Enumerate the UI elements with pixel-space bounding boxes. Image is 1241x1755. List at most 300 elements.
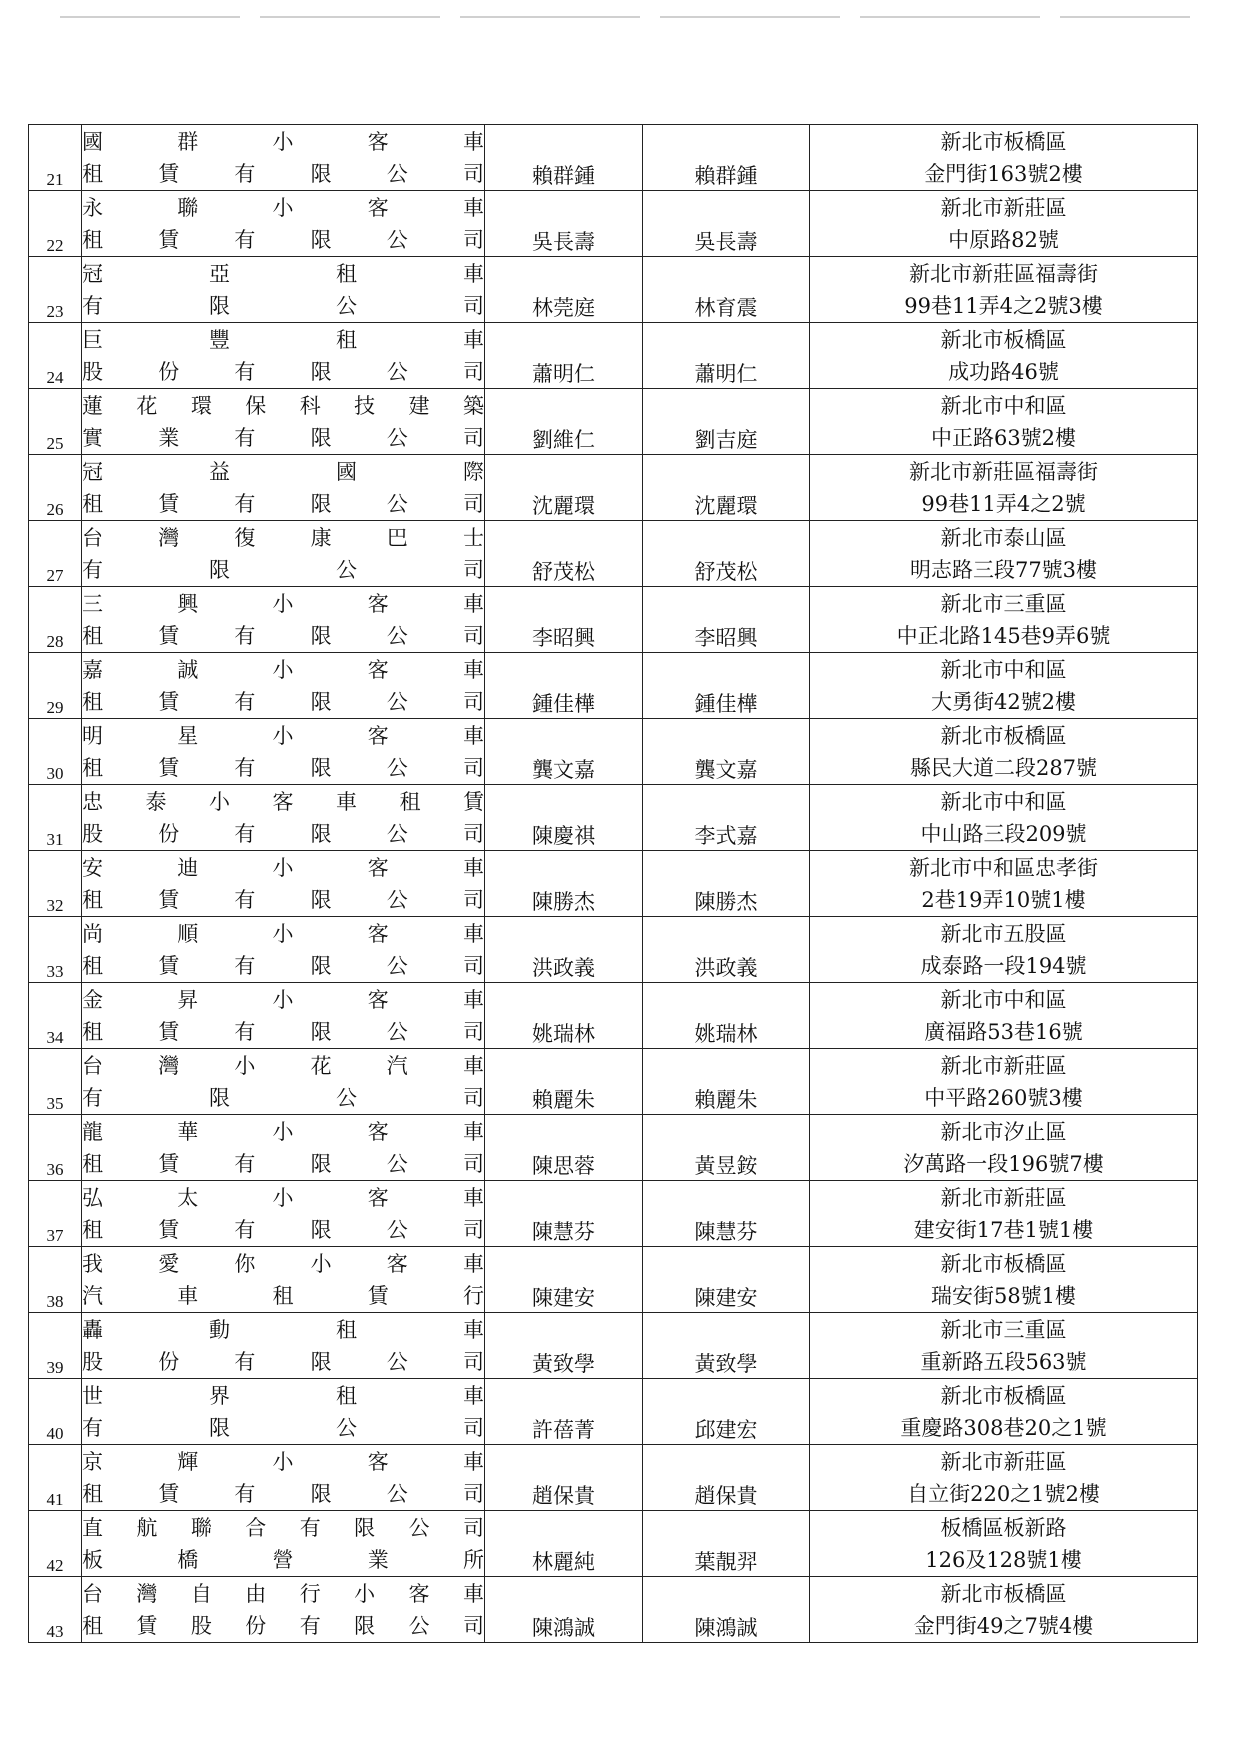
- company-name-line-2: [82, 1544, 484, 1576]
- company-name-line-1: [82, 720, 484, 752]
- address-cell: [810, 1049, 1198, 1115]
- company-name-line-1: [82, 390, 484, 422]
- row-number: 24: [29, 323, 82, 389]
- company-name-char: 限: [310, 360, 332, 384]
- company-name-char: 租: [82, 1614, 103, 1638]
- company-name-cell: [82, 191, 485, 257]
- company-name-char: 司: [462, 426, 484, 450]
- company-name-char: 限: [354, 1516, 376, 1540]
- company-name-char: 直: [82, 1516, 103, 1540]
- table-row: [29, 785, 1198, 851]
- representative-cell: 黃致學: [485, 1313, 643, 1379]
- company-name-char: 司: [462, 162, 484, 186]
- table-row: [29, 1181, 1198, 1247]
- company-name-cell: [82, 1313, 485, 1379]
- company-name-char: 小: [354, 1582, 376, 1606]
- row-number: 33: [29, 917, 82, 983]
- row-number: 43: [29, 1577, 82, 1643]
- address-cell: [810, 653, 1198, 719]
- company-name-char: 賃: [158, 1218, 180, 1242]
- scan-artifact-line: [60, 16, 1190, 18]
- address-line-1: 板橋區板新路: [940, 1516, 1067, 1540]
- address-line-2: 廣福路53巷16號: [924, 1020, 1083, 1044]
- company-name-char: 有: [234, 690, 256, 714]
- company-name-char: 客: [367, 856, 389, 880]
- address-cell: [810, 191, 1198, 257]
- representative-cell: 蕭明仁: [485, 323, 643, 389]
- address-line-1: 新北市板橋區: [940, 1582, 1067, 1606]
- company-name-char: 客: [367, 1186, 389, 1210]
- company-name-char: 汽: [82, 1284, 103, 1308]
- company-name-char: 司: [463, 558, 484, 582]
- address-line-1: 新北市中和區: [940, 790, 1067, 814]
- company-name-char: 司: [462, 228, 484, 252]
- company-name-char: 公: [408, 1614, 430, 1638]
- company-name-char: 太: [177, 1186, 199, 1210]
- manager-cell: 賴麗朱: [643, 1049, 810, 1115]
- company-name-char: 司: [462, 690, 484, 714]
- company-name-char: 限: [310, 162, 332, 186]
- company-name-line-2: [82, 1412, 484, 1444]
- company-name-cell: [82, 521, 485, 587]
- company-name-char: 車: [462, 1054, 484, 1078]
- company-name-char: 車: [462, 1582, 484, 1606]
- company-name-char: 限: [354, 1614, 376, 1638]
- company-name-char: 賃: [158, 756, 180, 780]
- company-name-char: 份: [245, 1614, 267, 1638]
- company-name-char: 客: [367, 592, 389, 616]
- company-name-char: 愛: [158, 1252, 180, 1276]
- company-name-char: 國: [82, 130, 103, 154]
- address-cell: [810, 1313, 1198, 1379]
- representative-cell: 陳建安: [485, 1247, 643, 1313]
- company-name-char: 公: [386, 624, 408, 648]
- company-name-cell: [82, 1445, 485, 1511]
- representative-cell: 龔文嘉: [485, 719, 643, 785]
- company-name-line-2: [82, 1148, 484, 1180]
- company-name-char: 京: [82, 1450, 103, 1474]
- company-name-char: 車: [463, 196, 484, 220]
- company-registry-table: [28, 124, 1198, 1643]
- address-line-2: 中正北路145巷9弄6號: [896, 624, 1111, 648]
- company-name-line-1: [82, 324, 484, 356]
- manager-cell: 陳勝杰: [643, 851, 810, 917]
- company-name-char: 車: [463, 328, 484, 352]
- company-name-char: 有: [234, 162, 256, 186]
- company-name-char: 灣: [136, 1582, 158, 1606]
- company-name-char: 租: [82, 492, 103, 516]
- company-name-cell: [82, 455, 485, 521]
- company-name-char: 司: [462, 1020, 484, 1044]
- company-name-char: 有: [234, 624, 256, 648]
- company-name-char: 有: [234, 888, 256, 912]
- company-name-char: 有: [234, 1152, 256, 1176]
- company-name-char: 租: [82, 1482, 103, 1506]
- row-number: 29: [29, 653, 82, 719]
- company-name-line-2: [82, 488, 484, 520]
- company-name-char: 股: [82, 360, 103, 384]
- row-number: 40: [29, 1379, 82, 1445]
- row-number: 26: [29, 455, 82, 521]
- company-name-char: 公: [408, 1516, 430, 1540]
- company-name-line-2: [82, 1346, 484, 1378]
- company-name-char: 租: [82, 1218, 103, 1242]
- address-cell: [810, 1181, 1198, 1247]
- table-row: [29, 1577, 1198, 1643]
- representative-cell: 洪政義: [485, 917, 643, 983]
- row-number: 36: [29, 1115, 82, 1181]
- address-line-1: 新北市板橋區: [940, 1384, 1067, 1408]
- row-number: 22: [29, 191, 82, 257]
- company-name-char: 車: [463, 262, 484, 286]
- company-name-char: 巨: [82, 328, 103, 352]
- company-name-char: 車: [463, 1318, 484, 1342]
- company-name-char: 我: [82, 1252, 103, 1276]
- company-name-char: 司: [462, 954, 484, 978]
- company-name-char: 有: [82, 294, 103, 318]
- company-name-char: 車: [463, 856, 484, 880]
- company-name-line-2: [82, 1082, 484, 1114]
- manager-cell: 姚瑞林: [643, 983, 810, 1049]
- company-name-char: 賃: [158, 624, 180, 648]
- company-name-char: 公: [386, 690, 408, 714]
- company-name-char: 世: [82, 1384, 103, 1408]
- company-name-cell: [82, 719, 485, 785]
- address-line-1: 新北市中和區忠孝街: [909, 856, 1098, 880]
- row-number: 31: [29, 785, 82, 851]
- company-name-char: 群: [177, 130, 199, 154]
- company-name-char: 安: [82, 856, 103, 880]
- row-number: 28: [29, 587, 82, 653]
- company-name-char: 復: [234, 526, 256, 550]
- company-name-line-1: [82, 126, 484, 158]
- company-name-char: 公: [386, 228, 408, 252]
- company-name-char: 國: [336, 460, 357, 484]
- address-line-1: 新北市新莊區: [940, 196, 1067, 220]
- company-name-line-2: [82, 884, 484, 916]
- address-cell: [810, 323, 1198, 389]
- company-name-char: 小: [272, 856, 294, 880]
- company-name-char: 客: [367, 1120, 389, 1144]
- row-number: 39: [29, 1313, 82, 1379]
- company-name-char: 限: [310, 426, 332, 450]
- representative-cell: 賴麗朱: [485, 1049, 643, 1115]
- row-number: 42: [29, 1511, 82, 1577]
- company-name-char: 賃: [158, 690, 180, 714]
- company-name-char: 租: [82, 954, 103, 978]
- company-name-cell: [82, 587, 485, 653]
- address-line-2: 金門街163號2樓: [924, 162, 1083, 186]
- company-name-char: 租: [82, 228, 103, 252]
- company-name-char: 賃: [158, 1482, 180, 1506]
- company-name-char: 公: [336, 1416, 357, 1440]
- manager-cell: 舒茂松: [643, 521, 810, 587]
- address-line-2: 重慶路308巷20之1號: [900, 1416, 1107, 1440]
- company-name-line-1: [82, 918, 484, 950]
- company-name-char: 有: [82, 1416, 103, 1440]
- manager-cell: 鍾佳樺: [643, 653, 810, 719]
- company-name-char: 司: [462, 360, 484, 384]
- company-name-line-2: [82, 1478, 484, 1510]
- company-name-cell: [82, 983, 485, 1049]
- manager-cell: 林育震: [643, 257, 810, 323]
- company-name-char: 司: [462, 492, 484, 516]
- address-line-1: 新北市板橋區: [940, 724, 1067, 748]
- company-name-char: 弘: [82, 1186, 103, 1210]
- address-line-2: 大勇街42號2樓: [930, 690, 1077, 714]
- company-name-char: 業: [367, 1548, 389, 1572]
- company-name-char: 車: [463, 1450, 484, 1474]
- table-row: [29, 1445, 1198, 1511]
- company-name-char: 租: [272, 1284, 294, 1308]
- company-name-char: 客: [367, 724, 389, 748]
- company-name-char: 客: [367, 196, 389, 220]
- company-name-char: 限: [310, 1152, 332, 1176]
- address-line-2: 中山路三段209號: [920, 822, 1087, 846]
- company-name-char: 車: [463, 922, 484, 946]
- company-name-char: 有: [234, 954, 256, 978]
- company-name-char: 小: [272, 724, 294, 748]
- manager-cell: 陳鴻誠: [643, 1577, 810, 1643]
- manager-cell: 沈麗環: [643, 455, 810, 521]
- company-name-char: 永: [82, 196, 103, 220]
- company-name-char: 限: [310, 822, 332, 846]
- manager-cell: 吳長壽: [643, 191, 810, 257]
- representative-cell: 舒茂松: [485, 521, 643, 587]
- table-row: [29, 191, 1198, 257]
- company-name-char: 車: [177, 1284, 199, 1308]
- company-name-char: 賃: [463, 790, 484, 814]
- company-name-char: 士: [462, 526, 484, 550]
- company-name-line-1: [82, 456, 484, 488]
- row-number: 34: [29, 983, 82, 1049]
- address-line-1: 新北市新莊區福壽街: [909, 460, 1098, 484]
- company-name-line-1: [82, 1380, 484, 1412]
- company-name-char: 客: [367, 1450, 389, 1474]
- address-line-1: 新北市泰山區: [940, 526, 1067, 550]
- company-name-char: 車: [463, 988, 484, 1012]
- company-name-line-2: [82, 950, 484, 982]
- company-name-char: 所: [463, 1548, 484, 1572]
- manager-cell: 陳慧芬: [643, 1181, 810, 1247]
- company-name-char: 限: [310, 228, 332, 252]
- company-name-line-2: [82, 1610, 484, 1642]
- company-name-cell: [82, 125, 485, 191]
- company-name-char: 車: [463, 1120, 484, 1144]
- address-cell: [810, 257, 1198, 323]
- company-name-char: 建: [408, 394, 430, 418]
- company-name-char: 你: [234, 1252, 256, 1276]
- company-name-line-2: [82, 1214, 484, 1246]
- company-name-cell: [82, 1181, 485, 1247]
- company-name-char: 限: [310, 624, 332, 648]
- company-name-char: 限: [310, 1020, 332, 1044]
- representative-cell: 鍾佳樺: [485, 653, 643, 719]
- address-cell: [810, 1115, 1198, 1181]
- company-name-char: 租: [336, 262, 357, 286]
- company-name-char: 司: [462, 1152, 484, 1176]
- company-name-char: 輝: [177, 1450, 199, 1474]
- row-number: 37: [29, 1181, 82, 1247]
- company-name-char: 賃: [158, 1152, 180, 1176]
- address-line-2: 成泰路一段194號: [920, 954, 1087, 978]
- company-name-char: 聯: [190, 1516, 212, 1540]
- representative-cell: 陳慶祺: [485, 785, 643, 851]
- company-name-char: 尚: [82, 922, 103, 946]
- company-name-char: 忠: [82, 790, 103, 814]
- company-name-char: 迪: [177, 856, 199, 880]
- company-name-cell: [82, 1577, 485, 1643]
- company-name-char: 公: [386, 1218, 408, 1242]
- company-name-line-1: [82, 192, 484, 224]
- company-name-char: 有: [234, 822, 256, 846]
- address-line-1: 新北市板橋區: [940, 328, 1067, 352]
- manager-cell: 邱建宏: [643, 1379, 810, 1445]
- company-name-char: 限: [310, 1218, 332, 1242]
- company-name-char: 公: [386, 822, 408, 846]
- row-number: 25: [29, 389, 82, 455]
- company-name-char: 營: [272, 1548, 294, 1572]
- company-name-char: 保: [245, 394, 267, 418]
- representative-cell: 劉維仁: [485, 389, 643, 455]
- company-name-char: 司: [462, 1516, 484, 1540]
- company-name-line-1: [82, 984, 484, 1016]
- company-name-char: 車: [463, 1384, 484, 1408]
- table-row: [29, 389, 1198, 455]
- address-line-1: 新北市汐止區: [940, 1120, 1067, 1144]
- company-name-line-2: [82, 818, 484, 850]
- manager-cell: 陳建安: [643, 1247, 810, 1313]
- company-name-char: 租: [399, 790, 421, 814]
- manager-cell: 劉吉庭: [643, 389, 810, 455]
- address-line-2: 中原路82號: [948, 228, 1059, 252]
- company-name-char: 賃: [158, 1020, 180, 1044]
- representative-cell: 陳慧芬: [485, 1181, 643, 1247]
- representative-cell: 許蓓菁: [485, 1379, 643, 1445]
- company-name-char: 環: [190, 394, 212, 418]
- table-row: [29, 455, 1198, 521]
- address-line-2: 2巷19弄10號1樓: [921, 888, 1086, 912]
- company-name-char: 興: [177, 592, 199, 616]
- company-name-char: 金: [82, 988, 103, 1012]
- company-name-char: 公: [386, 954, 408, 978]
- address-cell: [810, 1247, 1198, 1313]
- company-name-char: 行: [299, 1582, 321, 1606]
- company-name-char: 車: [463, 592, 484, 616]
- company-name-line-2: [82, 1280, 484, 1312]
- company-name-line-1: [82, 1578, 484, 1610]
- company-name-char: 限: [310, 1350, 332, 1374]
- company-name-char: 泰: [145, 790, 167, 814]
- address-line-1: 新北市五股區: [940, 922, 1067, 946]
- company-name-char: 有: [82, 1086, 103, 1110]
- address-cell: [810, 1379, 1198, 1445]
- company-name-line-2: [82, 620, 484, 652]
- address-line-1: 新北市中和區: [940, 988, 1067, 1012]
- company-name-char: 嘉: [82, 658, 103, 682]
- company-name-char: 股: [82, 822, 103, 846]
- row-number: 32: [29, 851, 82, 917]
- company-name-char: 租: [82, 162, 103, 186]
- row-number: 41: [29, 1445, 82, 1511]
- company-name-char: 誠: [177, 658, 199, 682]
- company-name-char: 昇: [177, 988, 199, 1012]
- company-name-char: 轟: [82, 1318, 103, 1342]
- company-name-char: 股: [190, 1614, 212, 1638]
- company-name-char: 小: [272, 196, 294, 220]
- company-name-char: 橋: [177, 1548, 199, 1572]
- table-row: [29, 983, 1198, 1049]
- company-name-line-2: [82, 224, 484, 256]
- company-name-char: 賃: [158, 492, 180, 516]
- representative-cell: 姚瑞林: [485, 983, 643, 1049]
- company-name-cell: [82, 1247, 485, 1313]
- company-name-char: 自: [190, 1582, 212, 1606]
- company-name-line-1: [82, 522, 484, 554]
- company-name-char: 小: [272, 658, 294, 682]
- row-number: 23: [29, 257, 82, 323]
- company-name-char: 租: [82, 756, 103, 780]
- row-number: 27: [29, 521, 82, 587]
- company-name-char: 賃: [158, 228, 180, 252]
- table-row: [29, 1511, 1198, 1577]
- company-name-char: 限: [310, 690, 332, 714]
- company-name-char: 小: [272, 988, 294, 1012]
- company-name-char: 界: [209, 1384, 230, 1408]
- company-name-char: 租: [336, 1318, 357, 1342]
- address-line-2: 99巷11弄4之2號3樓: [904, 294, 1103, 318]
- company-name-char: 客: [367, 130, 389, 154]
- company-name-char: 租: [82, 624, 103, 648]
- company-name-char: 冠: [82, 262, 103, 286]
- address-line-1: 新北市板橋區: [940, 130, 1067, 154]
- representative-cell: 李昭興: [485, 587, 643, 653]
- company-name-char: 小: [272, 1186, 294, 1210]
- company-name-char: 司: [463, 1086, 484, 1110]
- company-name-char: 車: [463, 724, 484, 748]
- table-row: [29, 323, 1198, 389]
- company-name-char: 蓮: [82, 394, 103, 418]
- company-name-char: 汽: [386, 1054, 408, 1078]
- company-name-char: 豐: [209, 328, 230, 352]
- address-line-2: 建安街17巷1號1樓: [913, 1218, 1094, 1242]
- address-line-2: 汐萬路一段196號7樓: [903, 1152, 1104, 1176]
- company-name-cell: [82, 323, 485, 389]
- company-name-char: 司: [462, 888, 484, 912]
- address-cell: [810, 1577, 1198, 1643]
- company-name-char: 冠: [82, 460, 103, 484]
- company-name-cell: [82, 851, 485, 917]
- address-line-2: 自立街220之1號2樓: [907, 1482, 1100, 1506]
- company-name-char: 公: [386, 888, 408, 912]
- company-name-char: 限: [209, 1416, 230, 1440]
- company-name-char: 有: [299, 1614, 321, 1638]
- company-name-cell: [82, 785, 485, 851]
- company-name-char: 明: [82, 724, 103, 748]
- company-name-char: 灣: [158, 526, 180, 550]
- company-name-char: 星: [177, 724, 199, 748]
- company-name-char: 限: [310, 756, 332, 780]
- address-line-2: 中平路260號3樓: [924, 1086, 1083, 1110]
- manager-cell: 趙保貴: [643, 1445, 810, 1511]
- representative-cell: 陳勝杰: [485, 851, 643, 917]
- company-name-line-2: [82, 554, 484, 586]
- table-row: [29, 257, 1198, 323]
- company-name-char: 司: [463, 1416, 484, 1440]
- company-name-char: 台: [82, 526, 103, 550]
- company-name-char: 公: [336, 294, 357, 318]
- company-name-char: 小: [272, 130, 294, 154]
